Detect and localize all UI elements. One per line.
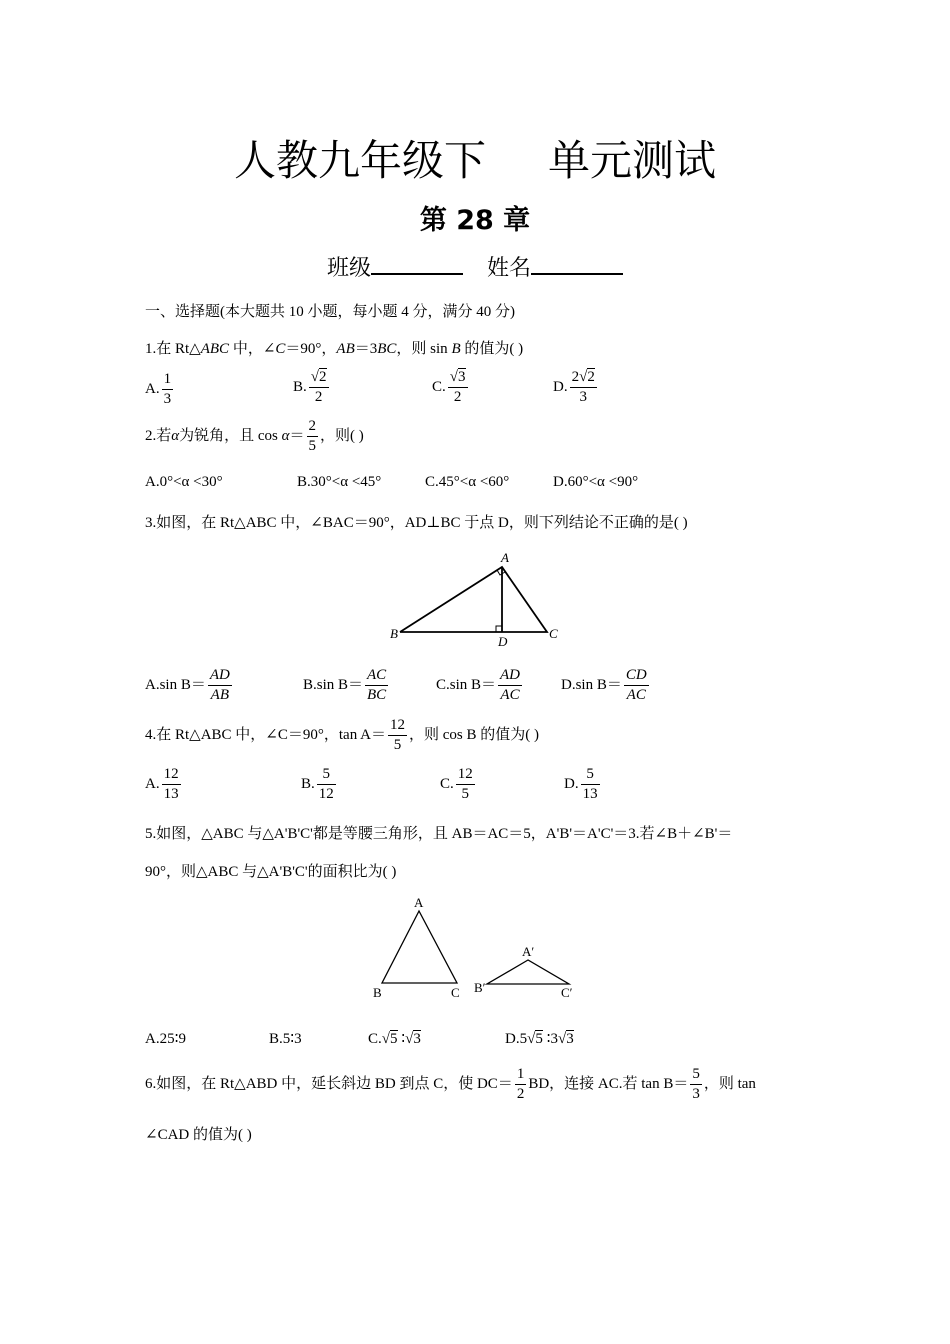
question-1-option-a[interactable]: A. $\frac{1}{3}$ xyxy=(145,371,172,407)
label-c: C xyxy=(451,985,460,1000)
question-5-stem-line2: 90°，则△ABC 与△A'B'C'的面积比为( ) xyxy=(145,864,397,880)
question-3-option-b[interactable]: B.sin B＝ $\frac{AC}{BC}$ xyxy=(303,667,387,703)
question-6-stem-line1: 6.如图，在 Rt△ABD 中，延长斜边 BD 到点 C，使 DC＝ $\frac{1}{2}$ BD，连接 AC.若 tan B＝ $\frac{5}{3}$ ，则 tan xyxy=(145,1066,756,1102)
question-3-figure xyxy=(380,545,570,650)
name-label: 姓名 xyxy=(487,256,532,281)
label-a: A xyxy=(501,550,509,565)
title-left: 人教九年级下 xyxy=(233,136,486,185)
question-3-option-d[interactable]: D.sin B＝ $\frac{CD}{AC}$ xyxy=(561,667,647,703)
label-c-prime: C′ xyxy=(561,985,573,1000)
question-1-option-b[interactable]: B. $\frac{√2}{2}$ xyxy=(293,369,327,405)
question-5-figure xyxy=(365,893,585,1005)
triangle-abc xyxy=(400,567,547,632)
question-4-option-c[interactable]: C. $\frac{12}{5}$ xyxy=(440,766,473,802)
question-2-stem: 2.若α为锐角，且 cos α＝ $\frac{2}{5}$ ，则( ) xyxy=(145,418,364,454)
label-c: C xyxy=(549,626,558,641)
chapter-heading: 第 28 章 xyxy=(419,205,531,236)
question-5-option-c[interactable]: C.√5 ∶√3 xyxy=(368,1031,421,1047)
question-3-option-c[interactable]: C.sin B＝ $\frac{AD}{AC}$ xyxy=(436,667,521,703)
question-4-option-b[interactable]: B. $\frac{5}{12}$ xyxy=(301,766,334,802)
label-a: A xyxy=(414,895,424,910)
title-right: 单元测试 xyxy=(548,136,717,185)
name-blank[interactable] xyxy=(531,253,623,275)
label-b: B xyxy=(390,626,398,641)
question-3-stem: 3.如图，在 Rt△ABC 中，∠BAC＝90°，AD⊥BC 于点 D，则下列结论不正确的是( ) xyxy=(145,515,688,531)
question-2-option-a[interactable]: A.0°<α <30° xyxy=(145,474,223,490)
question-5-option-a[interactable]: A.25∶9 xyxy=(145,1031,186,1047)
student-info xyxy=(0,251,950,282)
page-title xyxy=(0,128,950,188)
question-1-stem: 1.在 Rt△ABC 中，∠C＝90°，AB＝3BC，则 sin B 的值为( ) xyxy=(145,341,524,357)
question-2-option-b[interactable]: B.30°<α <45° xyxy=(297,474,382,490)
label-b: B xyxy=(373,985,382,1000)
question-5-option-b[interactable]: B.5∶3 xyxy=(269,1031,302,1047)
label-d: D xyxy=(498,634,508,649)
class-blank[interactable] xyxy=(371,253,463,275)
question-4-option-a[interactable]: A. $\frac{12}{13}$ xyxy=(145,766,179,802)
triangle-a2b2c2 xyxy=(487,960,569,984)
question-6-stem-line2: ∠CAD 的值为( ) xyxy=(145,1127,252,1143)
section-heading: 一、选择题(本大题共 10 小题，每小题 4 分，满分 40 分) xyxy=(145,304,515,320)
label-b-prime: B′ xyxy=(474,980,486,995)
question-4-option-d[interactable]: D. $\frac{5}{13}$ xyxy=(564,766,598,802)
triangle-abc xyxy=(382,911,457,983)
label-a-prime: A′ xyxy=(522,944,535,959)
question-4-stem: 4.在 Rt△ABC 中，∠C＝90°，tan A＝ $\frac{12}{5}$ ，则 cos B 的值为( ) xyxy=(145,717,539,753)
class-label: 班级 xyxy=(326,256,371,281)
question-5-option-d[interactable]: D.5√5 ∶3√3 xyxy=(505,1031,574,1047)
question-1-option-c[interactable]: C. $\frac{√3}{2}$ xyxy=(432,369,466,405)
question-2-option-c[interactable]: C.45°<α <60° xyxy=(425,474,510,490)
question-5-stem-line1: 5.如图，△ABC 与△A'B'C'都是等腰三角形，且 AB＝AC＝5，A'B'＝A'C'＝3.若∠B＋∠B'＝ xyxy=(145,826,733,842)
question-1-option-d[interactable]: D. $\frac{2√2}{3}$ xyxy=(553,369,595,405)
question-3-option-a[interactable]: A.sin B＝ $\frac{AD}{AB}$ xyxy=(145,667,230,703)
question-2-option-d[interactable]: D.60°<α <90° xyxy=(553,474,639,490)
